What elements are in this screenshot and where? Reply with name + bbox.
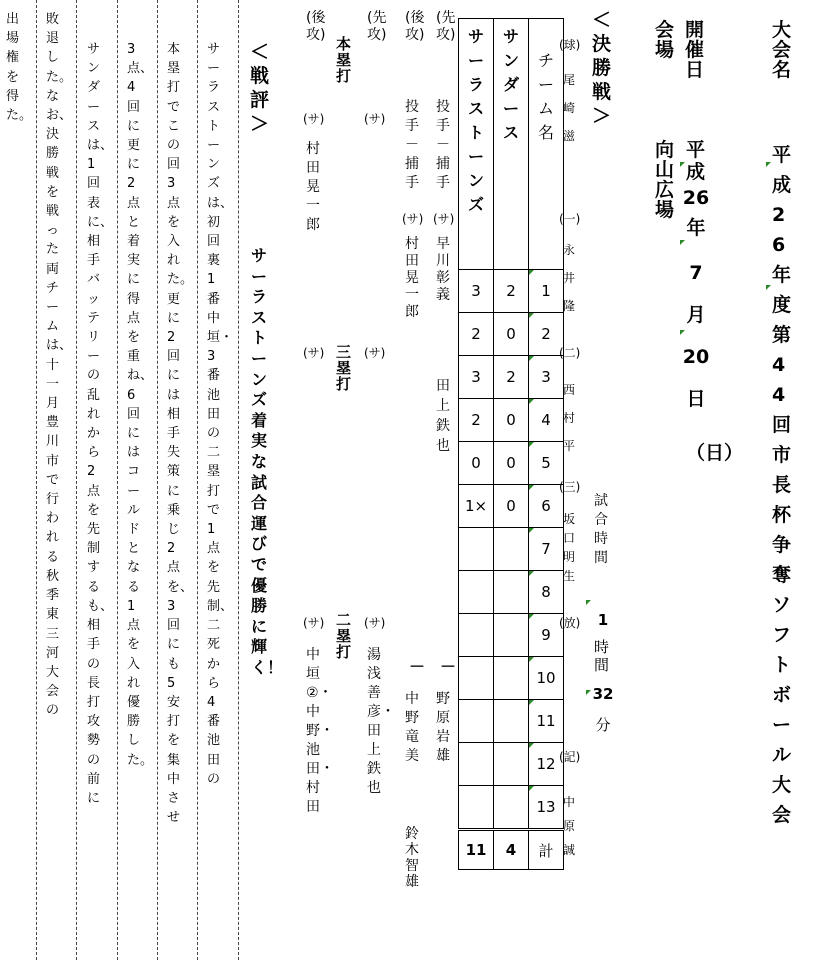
- inning-row: [459, 786, 564, 830]
- inning-number: 3: [529, 356, 564, 399]
- umpire-second-label: (二): [559, 346, 581, 360]
- inning-row: [459, 313, 564, 356]
- umpire-second-name: 西村 平: [563, 383, 576, 453]
- review-line-4: サンダースは、1回表に、相手バッテリーの乱れから2点を先制するも、相手の長打攻勢の前に: [87, 42, 114, 806]
- battery-senko-mark: (サ): [433, 212, 455, 226]
- double-label: 二塁打: [336, 611, 352, 661]
- inning-number: 5: [529, 442, 564, 485]
- triple-label: 三塁打: [336, 343, 352, 393]
- game-time-minutes: 32: [592, 684, 614, 703]
- inning-row: [459, 270, 564, 313]
- final-title: ＜決勝戦＞: [592, 9, 612, 127]
- score-cell: 1×: [459, 485, 494, 528]
- venue-label: 会 場: [655, 19, 675, 61]
- game-time-hours-unit: 時間: [594, 638, 610, 674]
- umpire-home-label: (球): [559, 38, 581, 52]
- inning-row: [459, 700, 564, 743]
- battery-pc-label-2: 投手－捕手: [405, 99, 419, 191]
- inning-row: [459, 442, 564, 485]
- battery-senko-label: (先攻): [436, 10, 456, 43]
- score-cell: [494, 700, 529, 743]
- battery-dash-2: －: [409, 657, 426, 676]
- rule-line: [117, 0, 118, 960]
- double-name-b: 中垣②・中野・池田・村田: [306, 647, 334, 815]
- score-cell: 2: [494, 270, 529, 313]
- score-cell: [459, 571, 494, 614]
- review-line-2: 本塁打でこの回3点を入れた。更に2回には相手失策に乗じ2点を、3回にも5安打を集中させ: [167, 42, 194, 826]
- umpire-home-name: 尾崎 滋: [563, 73, 576, 143]
- rule-line: [36, 0, 37, 960]
- battery-koko-mark: (サ): [402, 212, 424, 226]
- umpire-broadcast-label: (放): [559, 616, 581, 630]
- review-title: ＜戦評＞: [250, 41, 270, 135]
- date-year-unit: 年: [686, 216, 706, 239]
- battery-koko-catcher-b: 鈴木智雄: [405, 826, 419, 890]
- hr-senko-mark: (サ): [364, 112, 386, 126]
- game-time-label: 試合時間: [594, 493, 608, 566]
- score-cell: 3: [459, 270, 494, 313]
- total-row: [459, 830, 564, 870]
- hr-senko-label: (先攻): [367, 10, 387, 43]
- rule-line: [76, 0, 77, 960]
- score-cell: [494, 657, 529, 700]
- inning-number: 12: [529, 743, 564, 786]
- taikai-label: 大会名: [772, 19, 792, 81]
- umpire-third-label: (三): [559, 480, 581, 494]
- score-cell: 0: [494, 442, 529, 485]
- inning-number: 2: [529, 313, 564, 356]
- triple-mark-b: (サ): [303, 346, 325, 360]
- inning-number: 6: [529, 485, 564, 528]
- game-time-hours: 1: [597, 611, 609, 629]
- score-cell: [494, 743, 529, 786]
- rule-line: [197, 0, 198, 960]
- score-cell: [459, 700, 494, 743]
- battery-senko-pitcher: 早川彰義: [436, 236, 450, 303]
- double-mark-b: (サ): [303, 616, 325, 630]
- umpire-record-name: 中原 誠: [563, 795, 576, 857]
- umpire-third-name: 坂口明生: [563, 512, 576, 583]
- review-line-6: 出場権を得た。: [6, 12, 33, 124]
- score-cell: 2: [494, 356, 529, 399]
- inning-number: 8: [529, 571, 564, 614]
- inning-number: 9: [529, 614, 564, 657]
- hr-koko-name: 村田晃一郎: [306, 141, 320, 233]
- score-cell: [459, 528, 494, 571]
- score-cell: 0: [459, 442, 494, 485]
- battery-senko-catcher-b: 野原岩雄: [436, 691, 450, 764]
- umpire-first-label: (一): [559, 212, 581, 226]
- umpire-first-name: 永井 隆: [563, 243, 576, 313]
- total-label: 計: [529, 830, 564, 870]
- rule-line: [157, 0, 158, 960]
- hr-koko-mark: (サ): [303, 112, 325, 126]
- homerun-label: 本塁打: [336, 35, 352, 85]
- triple-mark-a: (サ): [364, 346, 386, 360]
- date-month-unit: 月: [686, 304, 706, 327]
- total-team-2: 11: [459, 830, 494, 870]
- score-cell: [494, 786, 529, 830]
- date-day-unit: 日: [686, 387, 706, 410]
- hr-koko-label: (後攻): [306, 10, 326, 43]
- team-name-header: チーム名: [529, 19, 564, 270]
- score-cell: 0: [494, 313, 529, 356]
- battery-koko-label: (後攻): [405, 10, 425, 43]
- inning-row: [459, 356, 564, 399]
- score-cell: [459, 657, 494, 700]
- total-team-1: 4: [494, 830, 529, 870]
- date-era: 平成: [686, 139, 706, 183]
- umpire-record-label: (記): [559, 750, 581, 764]
- date-day: 20: [682, 346, 710, 369]
- score-cell: [459, 743, 494, 786]
- battery-senko-catcher-a: 田上鉄也: [436, 378, 450, 454]
- score-cell: [494, 614, 529, 657]
- inning-row: [459, 614, 564, 657]
- inning-row: [459, 399, 564, 442]
- score-cell: [459, 786, 494, 830]
- review-headline: サーラストーンズ 着実な試合運びで優勝に輝く！: [251, 246, 284, 677]
- inning-number: 11: [529, 700, 564, 743]
- inning-row: [459, 657, 564, 700]
- date-month: 7: [689, 262, 703, 285]
- venue-name: 向山広場: [655, 139, 675, 221]
- inning-rows: [459, 270, 564, 830]
- score-cell: 3: [459, 356, 494, 399]
- battery-pc-label-1: 投手－捕手: [436, 99, 450, 191]
- review-line-5: 敗退した。なお、決勝戦を戦った両チームは、十一月豊川市で行われる秋季東三河大会の: [46, 12, 73, 719]
- review-line-3: 3点、4回に更に2点と着実に得点を重ね、6回にはコールドとなる1点を入れ優勝した。: [127, 42, 154, 768]
- event-date: [682, 139, 744, 469]
- score-cell: 2: [459, 313, 494, 356]
- inning-row: [459, 743, 564, 786]
- inning-number: 7: [529, 528, 564, 571]
- game-time-minutes-unit: 分: [595, 716, 611, 734]
- team-name-2: サーラストーンズ: [459, 19, 494, 270]
- score-cell: [459, 614, 494, 657]
- inning-row: [459, 571, 564, 614]
- score-cell: [494, 571, 529, 614]
- double-mark-a: (サ): [364, 616, 386, 630]
- rule-line: [238, 0, 239, 960]
- review-line-1: サーラストーンズは、初回裏 1番中垣・3番池田の二塁打で1点を先制、二死から4番池田の: [207, 42, 234, 787]
- inning-row: [459, 485, 564, 528]
- battery-koko-catcher: 中野竜美: [405, 691, 419, 764]
- inning-number: 13: [529, 786, 564, 830]
- date-weekday: （日）: [686, 441, 744, 464]
- scoreboard-header-row: [459, 19, 564, 270]
- team-name-1: サンダース: [494, 19, 529, 270]
- date-label: 開催日: [685, 19, 705, 81]
- inning-row: [459, 528, 564, 571]
- battery-dash-1: －: [440, 657, 457, 676]
- inning-number: 1: [529, 270, 564, 313]
- taikai-name: 平成26年度第44回市長杯争奪ソフトボール大会: [772, 144, 792, 826]
- date-year: 26: [682, 186, 710, 209]
- double-name-a: 湯浅善彦・田上鉄也: [367, 647, 395, 796]
- score-cell: [494, 528, 529, 571]
- battery-koko-pitcher: 村田晃一郎: [405, 236, 419, 320]
- inning-number: 10: [529, 657, 564, 700]
- game-time: [592, 612, 614, 734]
- score-cell: 2: [459, 399, 494, 442]
- scoreboard: [458, 18, 564, 870]
- score-cell: 0: [494, 399, 529, 442]
- inning-number: 4: [529, 399, 564, 442]
- score-cell: 0: [494, 485, 529, 528]
